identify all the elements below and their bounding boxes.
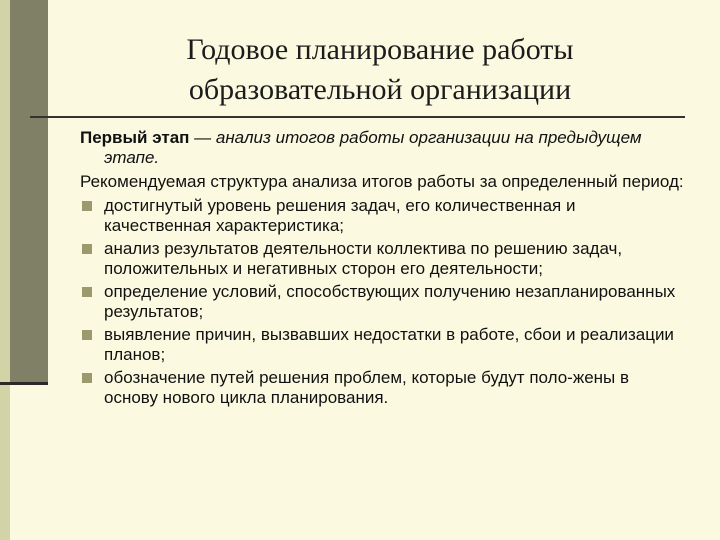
slide-title [60, 30, 700, 110]
list-item-text: анализ результатов деятельности коллектива по решению задач, положительных и негативных сторон его деятельности; [104, 239, 623, 278]
intro-bold-text: Первый этап [80, 128, 190, 147]
list-item [80, 239, 685, 279]
square-bullet-icon [82, 287, 92, 297]
intro-italic-text: — анализ итогов работы организации на предыдущем этапе. [104, 128, 642, 167]
slide-title-line-2: образовательной организации [188, 73, 572, 106]
slide-body [80, 128, 685, 411]
structure-heading: Рекомендуемая структура анализа итогов работы за определенный период: [80, 172, 684, 191]
slide-title-line-1: Годовое планирование работы [186, 33, 574, 66]
intro-paragraph [80, 128, 685, 168]
square-bullet-icon [82, 330, 92, 340]
list-item-text: выявление причин, вызвавших недостатки в работе, сбои и реализации планов; [104, 325, 674, 364]
square-bullet-icon [82, 201, 92, 211]
left-decor-dark-block [10, 0, 48, 384]
list-item-text: достигнутый уровень решения задач, его количественная и качественная характеристика; [104, 196, 576, 235]
title-divider [30, 116, 685, 118]
bullet-list [80, 196, 685, 408]
list-item [80, 196, 685, 236]
list-item [80, 282, 685, 322]
left-decor-rule [0, 382, 48, 385]
list-item-text: обозначение путей решения проблем, которые будут поло-жены в основу нового цикла планирования. [104, 368, 630, 407]
list-item [80, 368, 685, 408]
square-bullet-icon [82, 244, 92, 254]
list-item-text: определение условий, способствующих получению незапланированных результатов; [104, 282, 676, 321]
left-decor-bar [0, 0, 10, 540]
list-item [80, 325, 685, 365]
square-bullet-icon [82, 373, 92, 383]
